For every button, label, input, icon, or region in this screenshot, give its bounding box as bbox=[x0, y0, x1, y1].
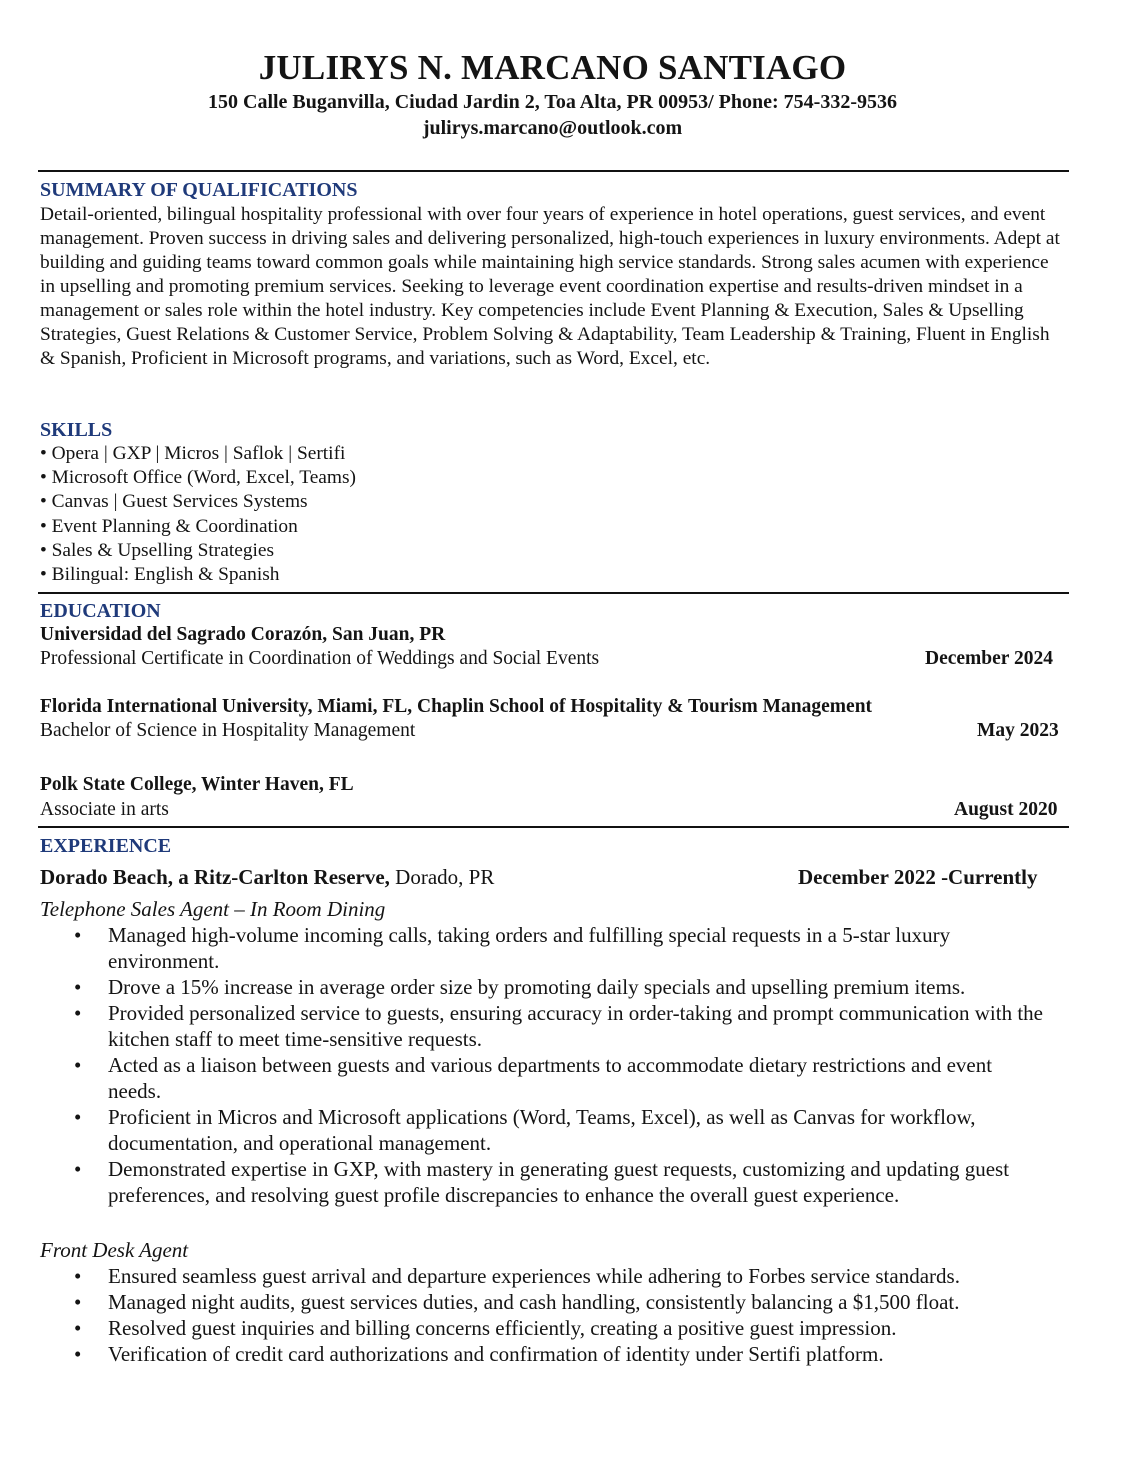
bullet-dot: • bbox=[74, 923, 82, 947]
education-degree: Bachelor of Science in Hospitality Management bbox=[40, 720, 416, 741]
bullet-dot: • bbox=[74, 1157, 82, 1181]
role-title: Front Desk Agent bbox=[40, 1238, 189, 1262]
bullet-dot: • bbox=[74, 1342, 82, 1366]
education-degree: Professional Certificate in Coordination of Weddings and Social Events bbox=[40, 648, 600, 669]
bullet-text: Resolved guest inquiries and billing concerns efficiently, creating a positive guest impression. bbox=[108, 1316, 897, 1340]
bullet-item bbox=[0, 1341, 1048, 1367]
bullet-item bbox=[0, 1315, 1048, 1341]
bullet-dot: • bbox=[74, 1264, 82, 1288]
employer-name: Dorado Beach, a Ritz-Carlton Reserve, bbox=[40, 865, 390, 889]
experience-title: EXPERIENCE bbox=[40, 835, 172, 857]
bullet-item bbox=[0, 1000, 1048, 1052]
skill-item: • Sales & Upselling Strategies bbox=[40, 539, 275, 561]
bullet-item bbox=[0, 1052, 1048, 1104]
education-divider bbox=[38, 826, 1069, 828]
bullet-dot: • bbox=[74, 1053, 82, 1077]
education-school: Florida International University, Miami, FL, Chaplin School of Hospitality & Tourism Management bbox=[40, 696, 873, 717]
skills-title: SKILLS bbox=[40, 419, 113, 441]
bullet-text: Managed high-volume incoming calls, taking orders and fulfilling special requests in a 5-star luxury environment. bbox=[108, 923, 951, 973]
education-date: May 2023 bbox=[977, 720, 1059, 741]
skill-item: • Microsoft Office (Word, Excel, Teams) bbox=[40, 467, 356, 489]
bullet-text: Acted as a liaison between guests and various departments to accommodate dietary restrictions and event needs. bbox=[108, 1053, 993, 1103]
email: julirys.marcano@outlook.com bbox=[422, 117, 683, 139]
bullet-item bbox=[0, 1263, 1048, 1289]
bullet-item bbox=[0, 974, 1048, 1000]
role-bullets bbox=[0, 1263, 1048, 1367]
education-degree: Associate in arts bbox=[40, 799, 169, 820]
bullet-text: Demonstrated expertise in GXP, with mastery in generating guest requests, customizing and updating guest preferences, and resolving guest profile discrepancies to enhance the overall guest experience. bbox=[108, 1157, 1010, 1207]
header-divider bbox=[38, 170, 1069, 172]
bullet-text: Managed night audits, guest services duties, and cash handling, consistently balancing a $1,500 float. bbox=[108, 1290, 960, 1314]
employer-line bbox=[40, 864, 494, 890]
bullet-item bbox=[0, 922, 1048, 974]
summary-title: SUMMARY OF QUALIFICATIONS bbox=[40, 179, 358, 201]
bullet-text: Verification of credit card authorizations and confirmation of identity under Sertifi platform. bbox=[108, 1342, 884, 1366]
bullet-text: Drove a 15% increase in average order size by promoting daily specials and upselling premium items. bbox=[108, 975, 966, 999]
role-title: Telephone Sales Agent – In Room Dining bbox=[40, 897, 386, 921]
education-date: August 2020 bbox=[954, 799, 1058, 820]
bullet-dot: • bbox=[74, 1290, 82, 1314]
skill-item: • Canvas | Guest Services Systems bbox=[40, 491, 308, 513]
bullet-dot: • bbox=[74, 1105, 82, 1129]
bullet-item bbox=[0, 1289, 1048, 1315]
skill-item: • Event Planning & Coordination bbox=[40, 515, 298, 537]
education-school: Polk State College, Winter Haven, FL bbox=[40, 774, 354, 795]
role-bullets bbox=[0, 922, 1048, 1208]
education-title: EDUCATION bbox=[40, 600, 161, 622]
skill-item: • Bilingual: English & Spanish bbox=[40, 564, 280, 586]
bullet-text: Provided personalized service to guests, ensuring accuracy in order-taking and prompt communication with the kitchen staff to meet time-sensitive requests. bbox=[108, 1001, 1043, 1051]
education-date: December 2024 bbox=[925, 648, 1053, 669]
bullet-text: Ensured seamless guest arrival and departure experiences while adhering to Forbes service standards. bbox=[108, 1264, 960, 1288]
education-school: Universidad del Sagrado Corazón, San Juan, PR bbox=[40, 624, 446, 645]
address-phone: 150 Calle Buganvilla, Ciudad Jardin 2, Toa Alta, PR 00953/ Phone: 754-332-9536 bbox=[208, 91, 897, 113]
bullet-item bbox=[0, 1104, 1048, 1156]
employment-dates: December 2022 -Currently bbox=[798, 865, 1038, 889]
bullet-dot: • bbox=[74, 975, 82, 999]
skill-item: • Opera | GXP | Micros | Saflok | Sertifi bbox=[40, 443, 346, 464]
bullet-dot: • bbox=[74, 1316, 82, 1340]
employer-location: Dorado, PR bbox=[395, 865, 495, 889]
skills-list bbox=[40, 442, 356, 587]
summary-text: Detail-oriented, bilingual hospitality professional with over four years of experience in hotel operations, guest services, and event management. Proven success in driving sales and delivering personalized, high-touch experiences in luxury environments. Adept at building and guiding teams toward common goals while maintaining high service standards. Strong sales acumen with experience in upselling and promoting premium services. Seeking to leverage event coordination expertise and results-driven mindset in a management or sales role within the hotel industry. Key competencies include Event Planning & Execution, Sales & Upselling Strategies, Guest Relations & Customer Service, Problem Solving & Adaptability, Team Leadership & Training, Fluent in English & Spanish, Proficient in Microsoft programs, and variations, such as Word, Excel, etc. bbox=[40, 204, 1060, 369]
candidate-name: JULIRYS N. MARCANO SANTIAGO bbox=[258, 48, 847, 87]
bullet-text: Proficient in Micros and Microsoft applications (Word, Teams, Excel), as well as Canvas for workflow, documentation, and operational management. bbox=[108, 1105, 976, 1155]
bullet-item bbox=[0, 1156, 1048, 1208]
skills-divider bbox=[38, 592, 1069, 594]
bullet-dot: • bbox=[74, 1001, 82, 1025]
